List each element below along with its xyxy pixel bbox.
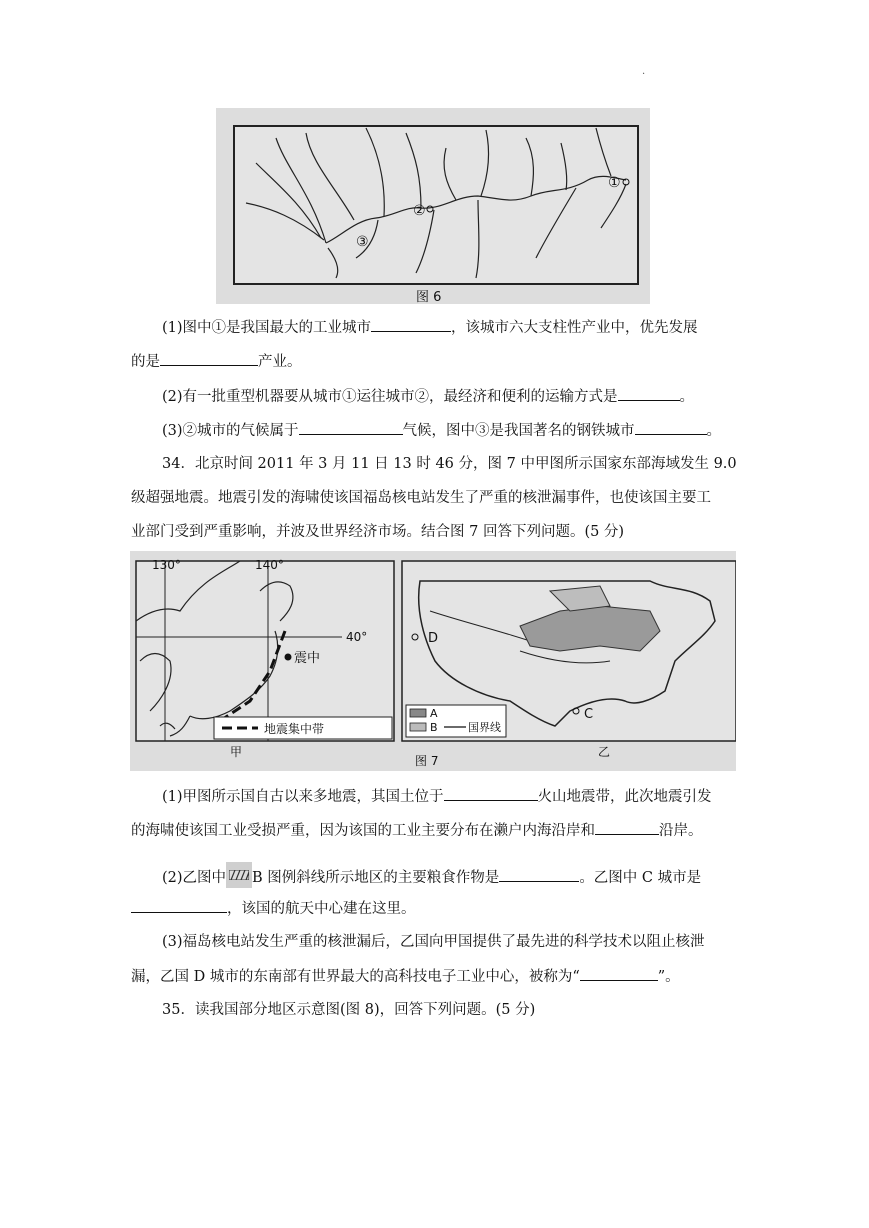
q34-item3-text-c: ”。 xyxy=(657,969,680,985)
corner-mark: . xyxy=(642,66,646,77)
q33-item3-text-c: 。 xyxy=(706,423,722,439)
q34-item1-text-c: 的海啸使该国工业受损严重，因为该国的工业主要分布在濑户内海沿岸和 xyxy=(131,823,595,839)
q33-answer-blank-2[interactable] xyxy=(160,351,258,366)
figure-7-caption: 图 7 xyxy=(415,754,439,768)
q34-intro-line1: 34．北京时间 2011 年 3 月 11 日 13 时 46 分，图 7 中甲图所示国家东部海域发生 9.0 xyxy=(162,456,737,472)
q34-intro-line2: 级超强地震。地震引发的海啸使该国福岛核电站发生了严重的核泄漏事件，也使该国主要工 xyxy=(131,490,711,506)
figure-6-caption: 图 6 xyxy=(416,290,442,304)
city-c-label: C xyxy=(584,707,594,722)
q33-item1-text-b: ，该城市六大支柱性产业中，优先发展 xyxy=(451,320,698,336)
q33-item2-text-b: 。 xyxy=(679,389,695,405)
marker-2: ② xyxy=(413,203,426,219)
figure-6-map xyxy=(216,108,650,304)
q33-item1-text-c: 的是 xyxy=(131,354,160,370)
q34-item1-text-b: 火山地震带，此次地震引发 xyxy=(537,789,712,805)
marker-3: ③ xyxy=(356,234,369,250)
q34-item2-text-d: ，该国的航天中心建在这里。 xyxy=(227,901,416,917)
q33-item3 xyxy=(162,420,721,441)
q34-item1-text-a: (1)甲图所示国自古以来多地震，其国土位于 xyxy=(162,789,444,805)
q34-intro-line3: 业部门受到严重影响，并波及世界经济市场。结合图 7 回答下列问题。(5 分) xyxy=(131,524,625,540)
q34-item2-text-c: 。乙图中 C 城市是 xyxy=(579,870,702,886)
legend-b: B xyxy=(430,721,438,734)
q34-item1-line2 xyxy=(131,820,703,841)
q34-answer-blank-4[interactable] xyxy=(131,898,227,913)
legend-a: A xyxy=(430,707,438,720)
q34-answer-blank-5[interactable] xyxy=(580,966,658,981)
q33-answer-blank-1[interactable] xyxy=(371,317,451,332)
marker-1: ① xyxy=(608,175,621,191)
q33-answer-blank-5[interactable] xyxy=(635,420,707,435)
legend-border: 国界线 xyxy=(468,721,501,734)
q33-answer-blank-3[interactable] xyxy=(618,386,680,401)
q33-item2 xyxy=(162,386,694,407)
map-yi-label: 乙 xyxy=(598,745,611,759)
q34-item1-line1 xyxy=(162,786,712,807)
q34-item3-line1: (3)福岛核电站发生严重的核泄漏后，乙国向甲国提供了最先进的科学技术以阻止核泄 xyxy=(162,934,705,950)
legend-seismic-belt: 地震集中带 xyxy=(264,722,325,736)
map-yi xyxy=(402,561,736,759)
lon-130-label: 130° xyxy=(152,558,181,572)
q34-item2-line2 xyxy=(131,898,416,919)
q33-item1-text-d: 产业。 xyxy=(258,354,302,370)
q34-item1-text-d: 沿岸。 xyxy=(659,823,703,839)
q34-item3-text-b: 漏，乙国 D 城市的东南部有世界最大的高科技电子工业中心，被称为“ xyxy=(131,969,580,985)
legend-b-hatch-icon xyxy=(226,862,252,888)
q34-item2-text-a: (2)乙图中 xyxy=(162,870,227,886)
map-jia xyxy=(136,558,394,759)
figure-7-maps xyxy=(130,551,736,771)
q34-item3-line2 xyxy=(131,966,680,987)
map-jia-label: 甲 xyxy=(230,745,243,759)
q34-answer-blank-3[interactable] xyxy=(499,867,579,882)
q35-text: 35．读我国部分地区示意图(图 8)，回答下列问题。(5 分) xyxy=(162,1002,536,1018)
q34-answer-blank-1[interactable] xyxy=(444,786,538,801)
q33-item3-text-b: 气候，图中③是我国著名的钢铁城市 xyxy=(402,423,635,439)
q34-answer-blank-2[interactable] xyxy=(595,820,659,835)
q33-answer-blank-4[interactable] xyxy=(299,420,403,435)
epicenter-label: 震中 xyxy=(294,651,321,666)
lon-140-label: 140° xyxy=(255,558,284,572)
q34-item2-line1 xyxy=(162,862,701,888)
q34-item2-text-b: B 图例斜线所示地区的主要粮食作物是 xyxy=(252,870,500,886)
epicenter-dot xyxy=(285,654,292,661)
q33-item1-line1 xyxy=(162,317,698,338)
q33-item1-text-a: (1)图中①是我国最大的工业城市 xyxy=(162,320,372,336)
q33-item2-text-a: (2)有一批重型机器要从城市①运往城市②，最经济和便利的运输方式是 xyxy=(162,389,618,405)
q33-item3-text-a: (3)②城市的气候属于 xyxy=(162,423,299,439)
q33-item1-line2 xyxy=(131,351,302,372)
city-d-label: D xyxy=(428,631,439,646)
lat-40-label: 40° xyxy=(346,630,368,644)
